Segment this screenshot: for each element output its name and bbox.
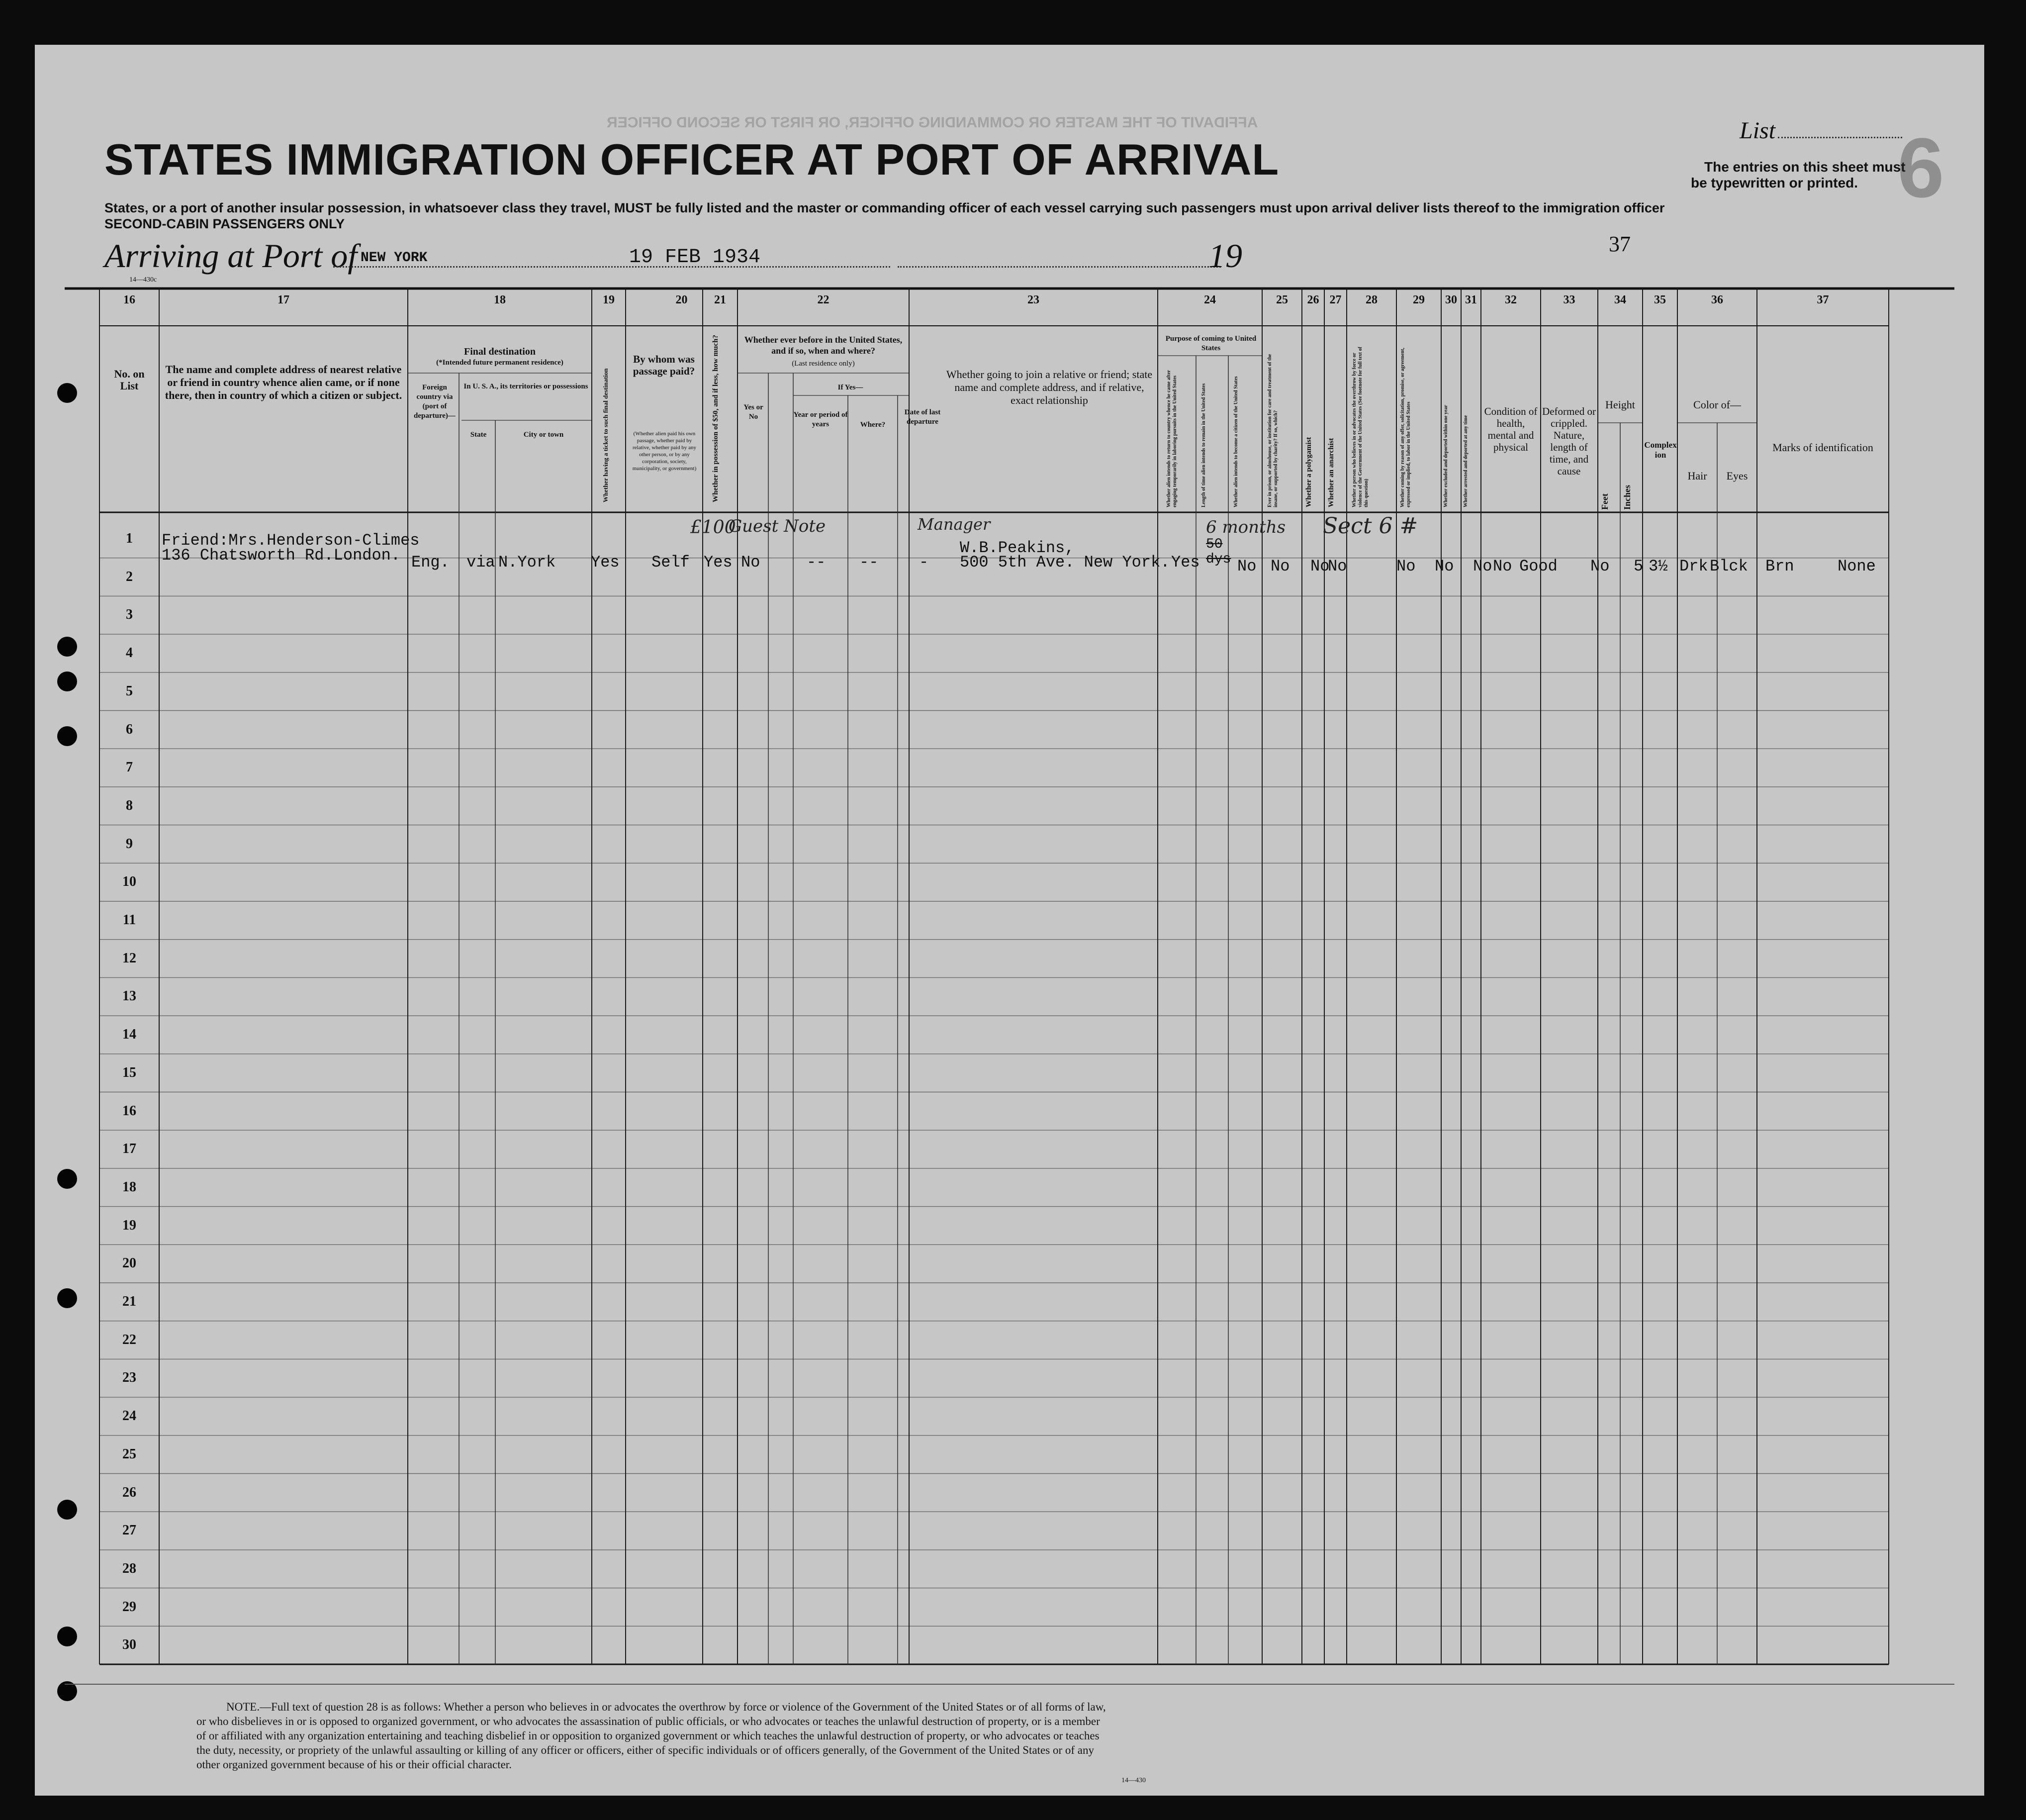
row-number: 18: [122, 1179, 136, 1195]
hand-note-23: Manager: [918, 515, 991, 534]
col-num: 28: [1366, 293, 1378, 306]
footnote-line: other organized government because of his or their official character.: [196, 1758, 512, 1771]
instruction-line-1: States, or a port of another insular possession, in whatsoever class they travel, MUST be fully listed and the master or commanding officer of each vessel carrying such passengers must upon arrival deliver lists thereof to the immigration officer: [104, 200, 1665, 215]
row-number: 10: [122, 874, 136, 890]
row-number: 5: [126, 683, 133, 699]
hdr-c30: Whether excluded and deported within one year: [1443, 405, 1449, 507]
entry-purpose-c: No: [1237, 557, 1257, 575]
entry-c29: No: [1435, 557, 1454, 575]
row-number: 27: [122, 1523, 136, 1538]
hdr-where: Where?: [860, 421, 886, 429]
hdr-foreign-country: Foreign country via (port of departure)—: [414, 383, 456, 420]
col-num: 16: [123, 293, 135, 306]
row-number: 28: [122, 1560, 136, 1576]
hand-note-22: Guest Note: [729, 516, 826, 536]
row-number: 22: [122, 1332, 136, 1347]
row-number: 11: [122, 912, 136, 928]
footnote-line: the duty, necessity, or propriety of the unlawful assaulting or killing of any officer or officers, either of specific individuals or of officers generally, of the Government of the United States or of any: [196, 1744, 1094, 1756]
hdr-purpose-c: Whether alien intends to become a citizen of the United States: [1233, 376, 1239, 507]
row-number: 24: [122, 1408, 136, 1424]
hdr-city: City or town: [523, 431, 564, 439]
row-number: 30: [122, 1637, 136, 1653]
hdr-c25: Ever in prison, or almshouse, or institution for care and treatment of the insane, or supported by charity? If so, which?: [1267, 354, 1279, 507]
arriving-label: Arriving at Port of: [104, 237, 358, 275]
col-num: 33: [1563, 293, 1575, 306]
row-number: 23: [122, 1370, 136, 1386]
row-number: 4: [126, 645, 133, 661]
manifest-sheet: [35, 45, 1984, 1796]
hdr-ever-before-note: (Last residence only): [792, 360, 855, 368]
hdr-c29: Whether coming by reason of any offer, solicitation, promise, or agreement, expressed or implied, to labor in the United States: [1400, 348, 1411, 507]
hdr-c31: Whether arrested and deported at any time: [1463, 415, 1469, 507]
entry-relative-line2: 136 Chatsworth Rd.London.: [162, 546, 401, 565]
list-note-line-1: The entries on this sheet must: [1704, 159, 1906, 175]
entry-c28: No: [1396, 557, 1416, 575]
col-num: 27: [1329, 293, 1342, 306]
row-number: 20: [122, 1255, 136, 1271]
hdr-height: Height: [1605, 398, 1635, 411]
hdr-condition: Condition of health, mental and physical: [1484, 405, 1538, 453]
col-num: 26: [1307, 293, 1319, 306]
page-title: STATES IMMIGRATION OFFICER AT PORT OF ARRIVAL: [104, 135, 1280, 184]
entry-purpose-a: Yes: [1171, 553, 1200, 572]
col-num: 17: [277, 293, 289, 306]
hdr-ever-before: Whether ever before in the United States, and if so, when and where?: [744, 335, 903, 356]
entry-c31: No: [1493, 557, 1512, 575]
entry-hair: Blck: [1710, 557, 1748, 575]
col-num: 25: [1276, 293, 1288, 306]
entry-paid-by: Self: [651, 553, 690, 572]
col-num: 36: [1711, 293, 1723, 306]
footnote-line: or who disbelieves in or is opposed to organized government, or who advocates the assassination of public officials, or who advocates or teaches the unlawful destruction of property, or is a member: [196, 1715, 1100, 1727]
hdr-marks: Marks of identification: [1772, 441, 1873, 454]
manifest-grid: [35, 45, 1984, 1796]
hdr-color-of: Color of—: [1693, 398, 1741, 411]
entry-join-line2: 500 5th Ave. New York.: [960, 553, 1170, 572]
col-num: 24: [1204, 293, 1216, 306]
hdr-possession: Whether in possession of $50, and if less, how much?: [712, 335, 720, 502]
col-num: 35: [1654, 293, 1666, 306]
hdr-ticket: Whether having a ticket to such final destination: [602, 368, 609, 502]
date-stamp: 19 FEB 1934: [629, 246, 761, 269]
row-number: 21: [122, 1294, 136, 1309]
col-num: 21: [714, 293, 726, 306]
hand-note-26: Sect 6 #: [1323, 513, 1418, 539]
row-number: 15: [122, 1064, 136, 1080]
entry-where: --: [859, 553, 879, 572]
col-num: 18: [494, 293, 506, 306]
entry-c25: No: [1271, 557, 1290, 575]
hdr-deformed: Deformed or crippled. Nature, length of time, and cause: [1542, 405, 1596, 477]
footnote-form-code: 14—430: [1121, 1777, 1146, 1784]
hdr-purpose-a: Whether alien intends to return to country whence he came after engaging temporarily in laboring pursuits in the United States: [1166, 370, 1178, 507]
entry-join-line1: W.B.Peakins,: [960, 539, 1075, 557]
entry-city: N.York: [498, 553, 556, 572]
entry-c27: No: [1328, 557, 1347, 575]
year-prefix: 19: [1208, 237, 1242, 275]
entry-eyes: Brn: [1765, 557, 1794, 575]
row-number: 8: [126, 797, 133, 813]
hdr-by-whom-note: (Whether alien paid his own passage, whether paid by relative, whether paid by any other person, or by any corporation, society, municipality, or government): [632, 431, 697, 472]
row-number: 2: [126, 569, 133, 584]
sheet-number-mark: 6: [1897, 121, 1944, 215]
col-num: 34: [1614, 293, 1626, 306]
hdr-purpose-b: Length of time alien intends to remain in the United States: [1201, 383, 1206, 507]
row-number: 26: [122, 1484, 136, 1500]
entry-ticket: Yes: [591, 553, 620, 572]
hdr-eyes: Eyes: [1726, 470, 1748, 482]
entry-complexion: Drk: [1679, 557, 1708, 575]
form-code-top: 14—430c: [129, 276, 157, 284]
entry-foreign-country: Eng.: [411, 553, 450, 572]
row-number: 17: [122, 1141, 136, 1157]
row-number: 19: [122, 1217, 136, 1233]
hdr-date-departure: Date of last departure: [904, 408, 941, 426]
col-num: 23: [1027, 293, 1039, 306]
entry-possession: Yes: [704, 553, 733, 572]
year-suffix: 37: [1609, 232, 1631, 256]
hdr-if-yes: If Yes—: [837, 383, 863, 391]
row-number: 16: [122, 1103, 136, 1119]
hdr-no-on-list: No. on List: [114, 368, 145, 392]
entry-date-departure: -: [919, 553, 929, 572]
col-num: 29: [1413, 293, 1425, 306]
row-number: 29: [122, 1599, 136, 1615]
col-num: 22: [817, 293, 829, 306]
entry-deformed: No: [1590, 557, 1610, 575]
col-num: 31: [1465, 293, 1477, 306]
hdr-purpose: Purpose of coming to United States: [1165, 335, 1257, 352]
row-number: 7: [126, 760, 133, 775]
port-value: NEW YORK: [361, 250, 428, 266]
col-num: 19: [603, 293, 615, 306]
row-number: 13: [122, 988, 136, 1004]
hand-note-24: 6 months: [1206, 517, 1286, 537]
entry-c30: No: [1473, 557, 1492, 575]
row-number: 9: [126, 836, 133, 852]
entry-ever-before: No: [741, 553, 760, 572]
row-number: 14: [122, 1027, 136, 1043]
hdr-complexion: Complexion: [1644, 440, 1677, 460]
faint-header-text: AFFIDAVIT OF THE MASTER OR COMMANDING OFFICER, OR FIRST OR SECOND OFFICER: [607, 114, 1258, 131]
entry-c26: No: [1310, 557, 1330, 575]
entry-condition: Good: [1519, 557, 1558, 575]
hdr-c26: Whether a polygamist: [1305, 437, 1313, 507]
hdr-relative: The name and complete address of nearest relative or friend in country whence alien came, or if none there, then in country of which a citizen or subject.: [165, 363, 402, 401]
row-number: 25: [122, 1446, 136, 1462]
hdr-final-destination: Final destination: [464, 346, 536, 357]
row-number: 3: [126, 607, 133, 623]
entry-year-period: --: [807, 553, 826, 572]
entry-inches: 3½: [1649, 557, 1668, 575]
hdr-going-to-join: Whether going to join a relative or friend; state name and complete address, and if relative, exact relationship: [946, 368, 1153, 406]
hdr-inches: Inches: [1622, 484, 1632, 510]
hdr-c28: Whether a person who believes in or advocates the overthrow by force or violence of the Government of the United States (See footnote for full text of this question): [1352, 347, 1369, 507]
footnote-line: NOTE.—Full text of question 28 is as follows: Whether a person who believes in or advocates the overthrow by force or violence of the Government of the United States or of all forms of law,: [226, 1701, 1106, 1713]
hdr-final-destination-note: (*Intended future permanent residence): [436, 359, 563, 367]
hand-possession: £100: [690, 517, 736, 538]
hdr-by-whom: By whom was passage paid?: [633, 353, 695, 377]
entry-relative-line1: Friend:Mrs.Henderson-Climes: [162, 531, 420, 550]
instruction-line-2: SECOND-CABIN PASSENGERS ONLY: [104, 216, 345, 231]
hdr-year-period: Year or period of years: [793, 411, 848, 428]
col-num: 32: [1505, 293, 1517, 306]
hdr-hair: Hair: [1687, 470, 1707, 482]
list-note-line-2: be typewritten or printed.: [1691, 175, 1858, 191]
col-num: 20: [675, 293, 688, 306]
entry-marks: None: [1838, 557, 1876, 575]
entry-purpose-b: 50 dys: [1206, 537, 1231, 567]
entry-state: via: [466, 553, 495, 572]
row-number: 1: [126, 531, 133, 546]
col-num: 30: [1445, 293, 1457, 306]
hdr-yes-or-no: Yes or No: [743, 403, 763, 421]
hdr-c27: Whether an anarchist: [1327, 438, 1335, 507]
list-label: List: [1740, 117, 1776, 144]
row-number: 12: [122, 950, 136, 966]
entry-feet: 5: [1634, 557, 1644, 575]
row-number: 6: [126, 721, 133, 737]
col-num: 37: [1817, 293, 1829, 306]
footnote-line: of or affiliated with any organization entertaining and teaching disbelief in or opposition to organized government or which teaches the unlawful destruction of property, or who advocates or teaches: [196, 1729, 1100, 1742]
hdr-feet: Feet: [1600, 493, 1610, 510]
hdr-state: State: [470, 431, 487, 439]
hdr-in-usa: In U. S. A., its territories or possessions: [463, 383, 588, 390]
